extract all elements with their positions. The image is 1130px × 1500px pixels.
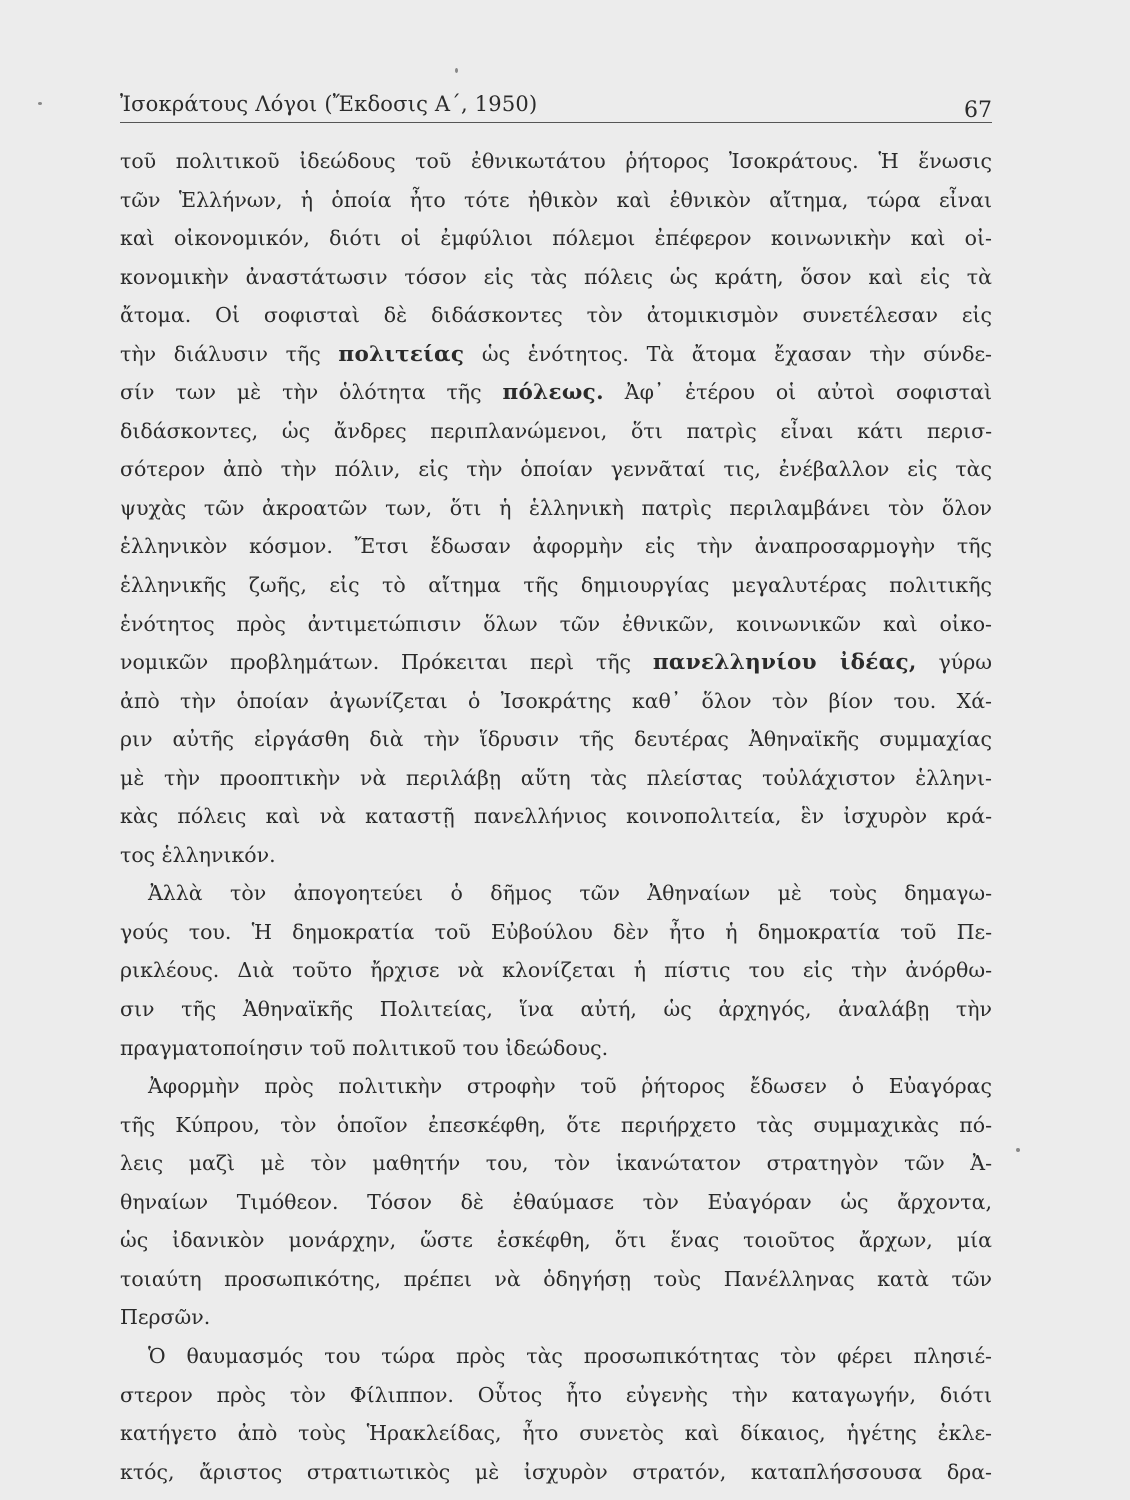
body-text [120,142,992,1491]
ink-speck [1016,1148,1020,1152]
text-run: ὡς ἑνότητος. Τὰ ἄτομα ἔχασαν τὴν σύνδε- [464,341,992,366]
text-line [120,335,992,374]
text-line [120,643,992,682]
text-line: σιν τῆς Ἀθηναϊκῆς Πολιτείας, ἵνα αὐτή, ὡς ἀρχηγός, ἀναλάβῃ τὴν [120,997,992,1022]
header-rule [120,122,992,123]
emphasized-term: πολιτείας [338,341,465,367]
text-line: ριν αὐτῆς εἰργάσθη διὰ τὴν ἵδρυσιν τῆς δευτέρας Ἀθηναϊκῆς συμμαχίας [120,727,992,752]
text-line: πραγματοποίησιν τοῦ πολιτικοῦ του ἰδεώδους. [120,1035,609,1060]
text-line: Ἀλλὰ τὸν ἀπογοητεύει ὁ δῆμος τῶν Ἀθηναίων μὲ τοὺς δημαγω- [148,881,992,906]
text-run: τὴν διάλυσιν τῆς [120,341,339,366]
text-line: ἄτομα. Οἱ σοφισταὶ δὲ διδάσκοντες τὸν ἀτομικισμὸν συνετέλεσαν εἰς [120,303,992,328]
text-line: ψυχὰς τῶν ἀκροατῶν των, ὅτι ἡ ἑλληνικὴ πατρὶς περιλαμβάνει τὸν ὅλον [120,495,992,520]
text-line: Ἀφορμὴν πρὸς πολιτικὴν στροφὴν τοῦ ῥήτορος ἔδωσεν ὁ Εὐαγόρας [148,1074,992,1099]
text-line: τῆς Κύπρου, τὸν ὁποῖον ἐπεσκέφθη, ὅτε περιήρχετο τὰς συμμαχικὰς πό- [120,1112,992,1137]
text-line: γούς του. Ἡ δημοκρατία τοῦ Εὐβούλου δὲν ἦτο ἡ δημοκρατία τοῦ Πε- [120,919,992,944]
text-run: γύρω [916,650,993,675]
text-line: τος ἑλληνικόν. [120,842,276,867]
text-line: τοιαύτη προσωπικότης, πρέπει νὰ ὁδηγήσῃ τοὺς Πανέλληνας κατὰ τῶν [120,1266,992,1291]
text-line: Περσῶν. [120,1305,211,1330]
text-line: τοῦ πολιτικοῦ ἰδεώδους τοῦ ἐθνικωτάτου ῥήτορος Ἰσοκράτους. Ἡ ἕνωσις [120,149,992,173]
text-line: τῶν Ἑλλήνων, ἡ ὁποία ἦτο τότε ἠθικὸν καὶ ἐθνικὸν αἴτημα, τώρα εἶναι [120,187,992,212]
emphasized-term: πανελληνίου ἰδέας, [652,650,917,676]
text-run: Ἀφ᾽ ἑτέρου οἱ αὐτοὶ σοφισταὶ [603,380,992,405]
ink-speck [38,102,42,105]
text-run: νομικῶν προβλημάτων. Πρόκειται περὶ τῆς [120,650,653,675]
text-line: στερον πρὸς τὸν Φίλιππον. Οὗτος ἦτο εὐγενὴς τὴν καταγωγήν, διότι [120,1382,992,1407]
text-line: λεις μαζὶ μὲ τὸν μαθητήν του, τὸν ἱκανώτατον στρατηγὸν τῶν Ἀ- [120,1151,992,1176]
running-title: Ἰσοκράτους Λόγοι (Ἔκδοσις Α΄, 1950) [120,92,538,116]
text-line: κὰς πόλεις καὶ νὰ καταστῇ πανελλήνιος κοινοπολιτεία, ἓν ἰσχυρὸν κρά- [120,804,992,829]
emphasized-term: πόλεως. [502,380,604,406]
text-line: ἑλληνικὸν κόσμον. Ἔτσι ἔδωσαν ἀφορμὴν εἰς τὴν ἀναπροσαρμογὴν τῆς [120,534,992,559]
text-line: θηναίων Τιμόθεον. Τόσον δὲ ἐθαύμασε τὸν Εὐαγόραν ὡς ἄρχοντα, [120,1189,992,1214]
text-line: κατήγετο ἀπὸ τοὺς Ἡρακλείδας, ἦτο συνετὸς καὶ δίκαιος, ἡγέτης ἐκλε- [120,1421,992,1446]
text-line: σότερον ἀπὸ τὴν πόλιν, εἰς τὴν ὁποίαν γεννᾶταί τις, ἐνέβαλλον εἰς τὰς [120,457,992,482]
text-line: ρικλέους. Διὰ τοῦτο ἤρχισε νὰ κλονίζεται ἡ πίστις του εἰς τὴν ἀνόρθω- [120,958,992,983]
text-line [120,373,992,412]
page-number: 67 [964,98,992,123]
text-line: μὲ τὴν προοπτικὴν νὰ περιλάβῃ αὕτη τὰς πλείστας τοὐλάχιστον ἑλληνι- [120,765,992,790]
text-line: ὡς ἰδανικὸν μονάρχην, ὥστε ἐσκέφθη, ὅτι ἕνας τοιοῦτος ἄρχων, μία [120,1228,992,1253]
text-line: κονομικὴν ἀναστάτωσιν τόσον εἰς τὰς πόλεις ὡς κράτη, ὅσον καὶ εἰς τὰ [120,264,992,289]
text-line: διδάσκοντες, ὡς ἄνδρες περιπλανώμενοι, ὅτι πατρὶς εἶναι κάτι περισ- [120,418,992,443]
text-line: ἀπὸ τὴν ὁποίαν ἀγωνίζεται ὁ Ἰσοκράτης καθ᾽ ὅλον τὸν βίον του. Χά- [120,688,992,713]
ink-speck [455,68,458,73]
text-line: κτός, ἄριστος στρατιωτικὸς μὲ ἰσχυρὸν στρατόν, καταπλήσσουσα δρα- [120,1459,992,1484]
text-run: σίν των μὲ τὴν ὁλότητα τῆς [120,380,503,405]
running-head [120,86,992,126]
text-line: Ὁ θαυμασμός του τώρα πρὸς τὰς προσωπικότητας τὸν φέρει πλησιέ- [148,1343,992,1368]
text-line: ἑλληνικῆς ζωῆς, εἰς τὸ αἴτημα τῆς δημιουργίας μεγαλυτέρας πολιτικῆς [120,573,992,598]
text-line: καὶ οἰκονομικόν, διότι οἱ ἐμφύλιοι πόλεμοι ἐπέφερον κοινωνικὴν καὶ οἰ- [120,226,992,251]
text-line: ἑνότητος πρὸς ἀντιμετώπισιν ὅλων τῶν ἐθνικῶν, κοινωνικῶν καὶ οἰκο- [120,611,992,636]
